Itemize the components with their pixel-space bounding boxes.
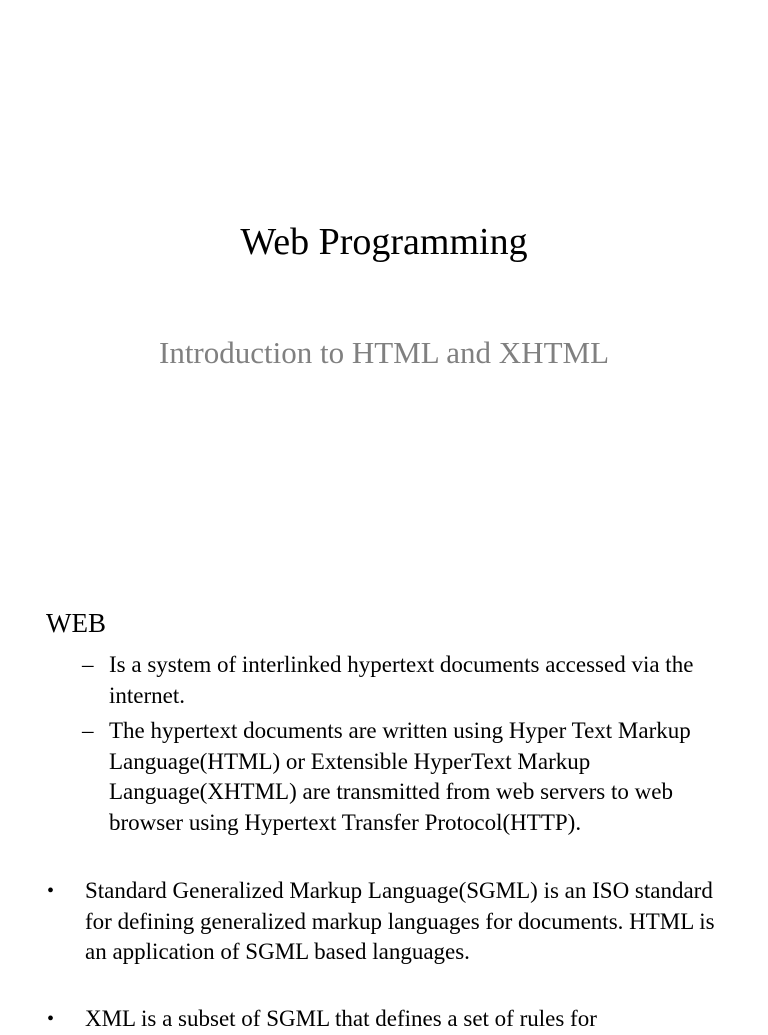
slide-subtitle: Introduction to HTML and XHTML [159, 335, 609, 370]
dash-marker: – [82, 652, 94, 677]
bullet-item [47, 876, 725, 968]
sub-item [82, 650, 749, 711]
sub-item [82, 716, 749, 838]
section-heading: WEB [46, 608, 106, 638]
slide-title: Web Programming [240, 221, 528, 263]
bullet-item-text: Standard Generalized Markup Language(SGML) is an ISO standard for defining generalized markup languages for documents. HTML is an application of SGML based languages. [85, 878, 715, 964]
bullet-marker: • [47, 880, 55, 902]
bullet-marker: • [47, 1008, 55, 1030]
dash-marker: – [82, 718, 94, 743]
sub-item-text: The hypertext documents are written using Hyper Text Markup Language(HTML) or Extensible HyperText Markup Language(XHTML) are transmitted from web servers to web browser using Hypertext Transfer Protocol(HTTP). [109, 718, 691, 835]
bullet-item [47, 1004, 725, 1035]
sub-item-text: Is a system of interlinked hypertext documents accessed via the internet. [109, 652, 694, 708]
bullet-item-text: XML is a subset of SGML that defines a set of rules for [85, 1006, 597, 1031]
